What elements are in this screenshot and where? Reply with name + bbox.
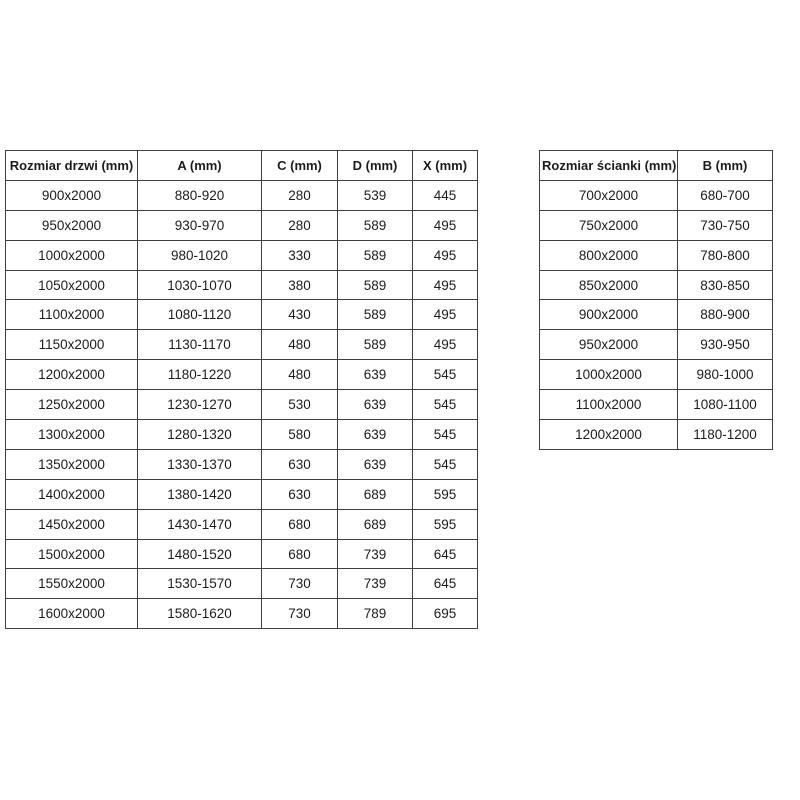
- table-cell: 1100x2000: [540, 390, 678, 420]
- table-cell: 545: [413, 449, 478, 479]
- column-header: Rozmiar ścianki (mm): [540, 151, 678, 181]
- column-header: Rozmiar drzwi (mm): [6, 151, 138, 181]
- table-cell: 645: [413, 539, 478, 569]
- table-cell: 1300x2000: [6, 420, 138, 450]
- table-cell: 689: [338, 509, 413, 539]
- table-cell: 1330-1370: [138, 449, 262, 479]
- table-cell: 545: [413, 390, 478, 420]
- table-cell: 739: [338, 539, 413, 569]
- table-cell: 1580-1620: [138, 599, 262, 629]
- table-cell: 580: [262, 420, 338, 450]
- table-cell: 789: [338, 599, 413, 629]
- table-cell: 1400x2000: [6, 479, 138, 509]
- column-header: B (mm): [678, 151, 773, 181]
- table-cell: 495: [413, 240, 478, 270]
- table-cell: 1450x2000: [6, 509, 138, 539]
- table-row: [540, 300, 773, 330]
- table-cell: 900x2000: [540, 300, 678, 330]
- table-cell: 639: [338, 420, 413, 450]
- wall-panel-dimensions-table: [539, 150, 773, 450]
- table-cell: 445: [413, 180, 478, 210]
- table-row: [6, 390, 478, 420]
- table-cell: 495: [413, 330, 478, 360]
- table-row: [540, 330, 773, 360]
- table-cell: 1180-1220: [138, 360, 262, 390]
- table-row: [6, 360, 478, 390]
- table-cell: 1080-1100: [678, 390, 773, 420]
- table-cell: 930-950: [678, 330, 773, 360]
- table-row: [6, 569, 478, 599]
- table-cell: 830-850: [678, 270, 773, 300]
- table-cell: 695: [413, 599, 478, 629]
- table-cell: 980-1000: [678, 360, 773, 390]
- table-cell: 1350x2000: [6, 449, 138, 479]
- table-cell: 1600x2000: [6, 599, 138, 629]
- table-cell: 1280-1320: [138, 420, 262, 450]
- table-cell: 730: [262, 599, 338, 629]
- table-cell: 495: [413, 300, 478, 330]
- table-cell: 680-700: [678, 180, 773, 210]
- header-row: [6, 151, 478, 181]
- table-row: [6, 420, 478, 450]
- table-cell: 1150x2000: [6, 330, 138, 360]
- table-cell: 639: [338, 390, 413, 420]
- table-cell: 739: [338, 569, 413, 599]
- table-cell: 589: [338, 270, 413, 300]
- table-cell: 850x2000: [540, 270, 678, 300]
- table-row: [6, 479, 478, 509]
- table-cell: 545: [413, 420, 478, 450]
- table-cell: 530: [262, 390, 338, 420]
- table-row: [540, 210, 773, 240]
- table-row: [540, 180, 773, 210]
- table-cell: 730: [262, 569, 338, 599]
- column-header: X (mm): [413, 151, 478, 181]
- column-header: C (mm): [262, 151, 338, 181]
- table-cell: 750x2000: [540, 210, 678, 240]
- table-cell: 630: [262, 479, 338, 509]
- table-row: [6, 210, 478, 240]
- table-cell: 1030-1070: [138, 270, 262, 300]
- table-cell: 595: [413, 479, 478, 509]
- table-row: [6, 240, 478, 270]
- table-cell: 1230-1270: [138, 390, 262, 420]
- table-cell: 639: [338, 449, 413, 479]
- table-cell: 1550x2000: [6, 569, 138, 599]
- table-cell: 589: [338, 330, 413, 360]
- table-row: [6, 330, 478, 360]
- table-cell: 800x2000: [540, 240, 678, 270]
- table-cell: 1430-1470: [138, 509, 262, 539]
- table-cell: 280: [262, 210, 338, 240]
- table-cell: 1100x2000: [6, 300, 138, 330]
- table-cell: 645: [413, 569, 478, 599]
- table-cell: 430: [262, 300, 338, 330]
- table-cell: 495: [413, 210, 478, 240]
- table-cell: 545: [413, 360, 478, 390]
- table-cell: 1250x2000: [6, 390, 138, 420]
- table-cell: 1080-1120: [138, 300, 262, 330]
- column-header: D (mm): [338, 151, 413, 181]
- table-cell: 589: [338, 300, 413, 330]
- column-header: A (mm): [138, 151, 262, 181]
- table-cell: 480: [262, 330, 338, 360]
- table-cell: 1480-1520: [138, 539, 262, 569]
- table-cell: 700x2000: [540, 180, 678, 210]
- table-row: [540, 360, 773, 390]
- table-cell: 980-1020: [138, 240, 262, 270]
- table-cell: 589: [338, 240, 413, 270]
- table-cell: 630: [262, 449, 338, 479]
- table-row: [6, 599, 478, 629]
- table-cell: 1180-1200: [678, 420, 773, 450]
- table-cell: 1000x2000: [540, 360, 678, 390]
- table-cell: 1380-1420: [138, 479, 262, 509]
- table-cell: 900x2000: [6, 180, 138, 210]
- table-row: [6, 539, 478, 569]
- table-cell: 950x2000: [6, 210, 138, 240]
- table-row: [6, 180, 478, 210]
- header-row: [540, 151, 773, 181]
- table-cell: 595: [413, 509, 478, 539]
- table-row: [6, 509, 478, 539]
- table-cell: 1200x2000: [6, 360, 138, 390]
- table-row: [6, 270, 478, 300]
- table-cell: 589: [338, 210, 413, 240]
- table-cell: 639: [338, 360, 413, 390]
- table-row: [6, 300, 478, 330]
- table-cell: 689: [338, 479, 413, 509]
- table-cell: 380: [262, 270, 338, 300]
- table-cell: 539: [338, 180, 413, 210]
- table-cell: 1000x2000: [6, 240, 138, 270]
- table-cell: 680: [262, 539, 338, 569]
- table-cell: 780-800: [678, 240, 773, 270]
- table-cell: 930-970: [138, 210, 262, 240]
- table-cell: 680: [262, 509, 338, 539]
- table-row: [540, 420, 773, 450]
- table-cell: 880-920: [138, 180, 262, 210]
- table-row: [540, 240, 773, 270]
- table-row: [540, 390, 773, 420]
- table-cell: 1130-1170: [138, 330, 262, 360]
- table-cell: 1050x2000: [6, 270, 138, 300]
- table-cell: 1200x2000: [540, 420, 678, 450]
- table-cell: 1530-1570: [138, 569, 262, 599]
- table-cell: 280: [262, 180, 338, 210]
- table-cell: 1500x2000: [6, 539, 138, 569]
- doors-dimensions-table: [5, 150, 478, 629]
- table-cell: 880-900: [678, 300, 773, 330]
- table-cell: 480: [262, 360, 338, 390]
- table-row: [6, 449, 478, 479]
- table-row: [540, 270, 773, 300]
- table-cell: 730-750: [678, 210, 773, 240]
- table-cell: 330: [262, 240, 338, 270]
- table-cell: 950x2000: [540, 330, 678, 360]
- table-cell: 495: [413, 270, 478, 300]
